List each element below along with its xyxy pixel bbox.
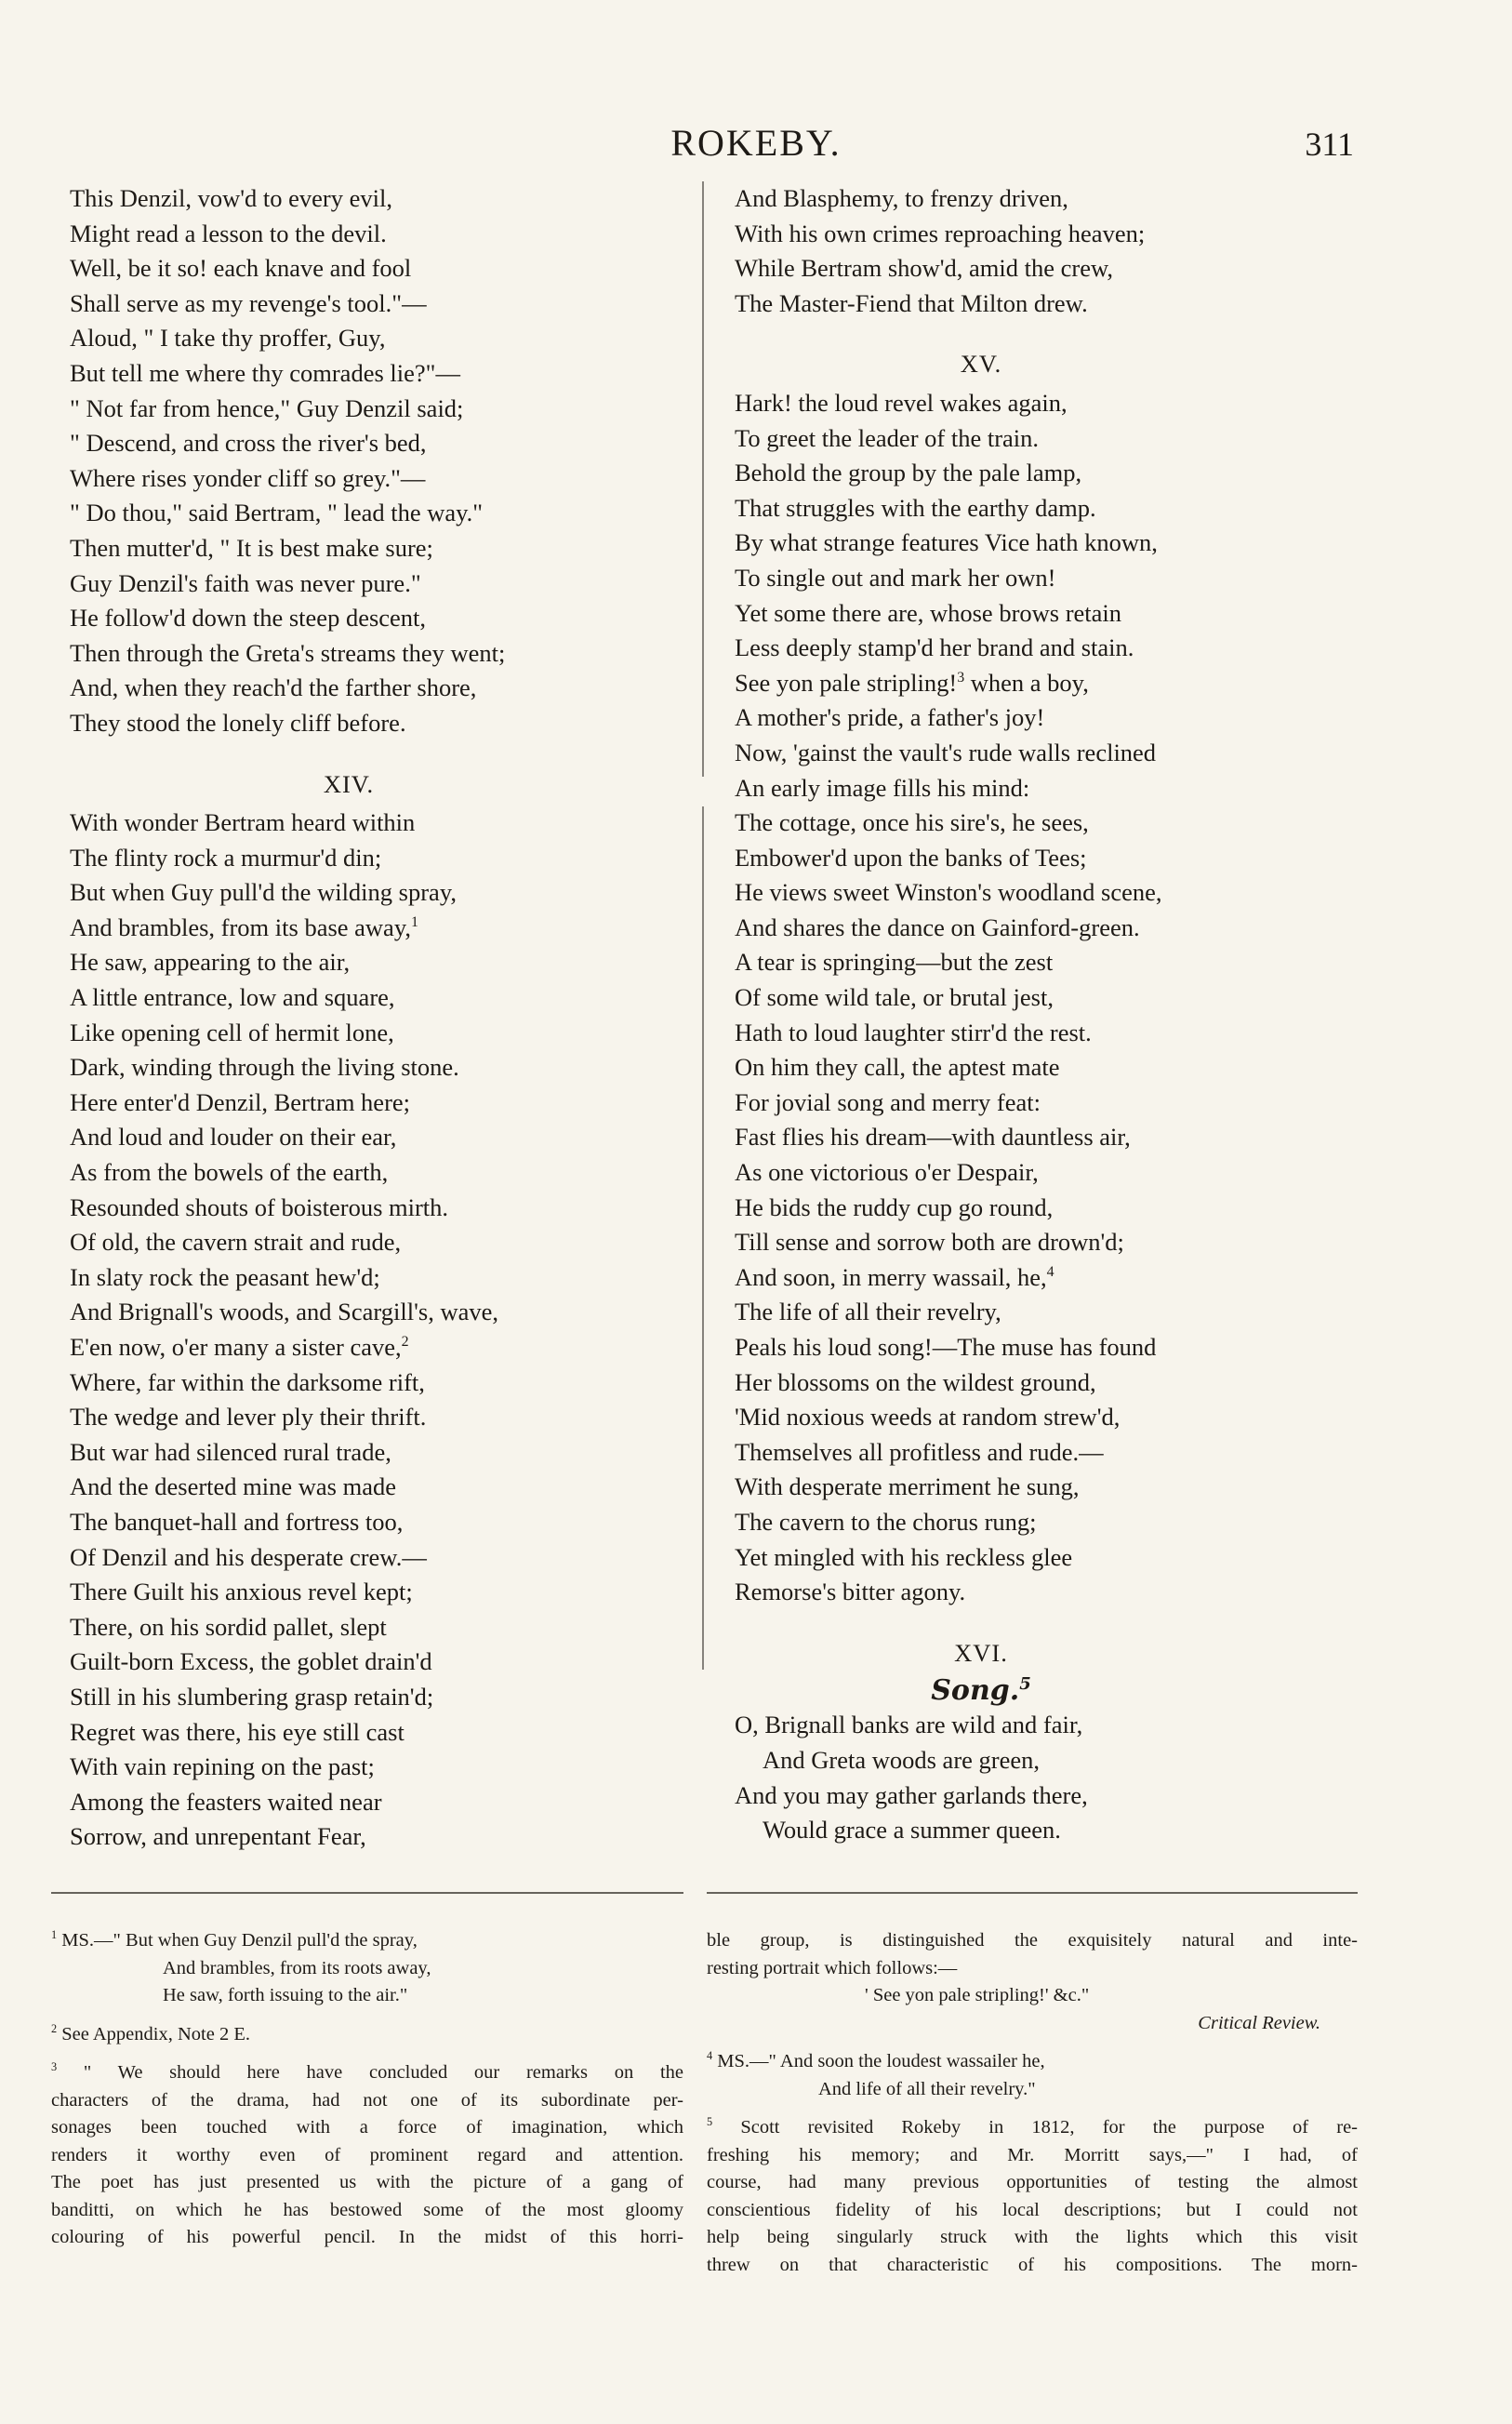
footnote-text: Scott revisited Rokeby in 1812, for the purpose of re- [740, 2117, 1359, 2138]
footnote-mark: 2 [51, 2021, 58, 2035]
footnote-mark: 3 [51, 2060, 58, 2074]
verse-line: He bids the ruddy cup go round, [735, 1192, 1054, 1221]
footnote-rule-right [707, 1892, 1358, 1894]
verse-line: That struggles with the earthy damp. [735, 493, 1096, 522]
footnote-line: colouring of his powerful pencil. In the midst of this horri- [51, 2227, 683, 2247]
verse-block-xiv [70, 806, 683, 1855]
verse-line: But when Guy pull'd the wilding spray, [70, 878, 457, 907]
verse-line-with-note [70, 911, 683, 946]
verse-line: With vain repining on the past; [70, 1752, 375, 1781]
verse-line: 'Mid noxious weeds at random strew'd, [735, 1403, 1121, 1432]
left-column [70, 181, 683, 1855]
verse-line: With his own crimes reproaching heaven; [735, 219, 1146, 247]
page-number: 311 [1305, 126, 1354, 163]
verse-line: And Brignall's woods, and Scargill's, wave, [70, 1298, 498, 1326]
footnote-line: course, had many previous opportunities of testing the almost [707, 2172, 1358, 2192]
footnote-mark: 5 [707, 2115, 713, 2129]
footnote-line: ble group, is distinguished the exquisitely natural and inte- [707, 1930, 1358, 1951]
verse-line: Remorse's bitter agony. [735, 1578, 966, 1606]
footnote-ref[interactable]: 1 [410, 914, 418, 931]
verse-line: Hark! the loud revel wakes again, [735, 388, 1068, 417]
footnotes-left [51, 1927, 683, 2263]
footnote-line: He saw, forth issuing to the air." [163, 1985, 408, 2005]
verse-line: Shall serve as my revenge's tool."— [70, 288, 427, 317]
verse-line: A mother's pride, a father's joy! [735, 703, 1045, 732]
footnote-line [51, 2059, 683, 2087]
verse-line: As from the bowels of the earth, [70, 1158, 389, 1187]
verse-line-with-note [735, 1260, 1348, 1296]
footnote-line: threw on that characteristic of his compositions. The morn- [707, 2254, 1358, 2275]
verse-text: See yon pale stripling! [735, 668, 958, 697]
footnote-line [51, 2021, 683, 2049]
verse-line: As one victorious o'er Despair, [735, 1158, 1039, 1187]
verse-line: An early image fills his mind: [735, 773, 1030, 802]
footnote-mark: 1 [51, 1928, 58, 1942]
verse-line: But tell me where thy comrades lie?"— [70, 358, 460, 387]
verse-line: To greet the leader of the train. [735, 423, 1040, 452]
verse-line: While Bertram show'd, amid the crew, [735, 254, 1114, 283]
footnote-line: resting portrait which follows:— [707, 1957, 958, 1978]
verse-line: By what strange features Vice hath known, [735, 528, 1158, 557]
verse-line: Guilt-born Excess, the goblet drain'd [70, 1647, 432, 1676]
verse-line: And the deserted mine was made [70, 1472, 397, 1501]
verse-line: Sorrow, and unrepentant Fear, [70, 1822, 366, 1851]
running-title: ROKEBY. [670, 122, 842, 164]
verse-line: " Descend, and cross the river's bed, [70, 429, 427, 458]
verse-line: The Master-Fiend that Milton drew. [735, 288, 1088, 317]
verse-line: Less deeply stamp'd her brand and stain. [735, 633, 1134, 662]
footnote-line [707, 2048, 1358, 2076]
footnote-2 [51, 2021, 683, 2049]
footnotes-right [707, 1927, 1358, 2290]
verse-line: The life of all their revelry, [735, 1298, 1001, 1326]
footnote-ref[interactable]: 4 [1046, 1263, 1054, 1280]
verse-line: Then through the Greta's streams they went; [70, 638, 506, 667]
verse-line: The cavern to the chorus rung; [735, 1507, 1037, 1536]
verse-line: Where, far within the darksome rift, [70, 1367, 425, 1396]
verse-line: Guy Denzil's faith was never pure." [70, 568, 421, 597]
verse-block-intro-right [735, 181, 1348, 321]
footnote-quote: ' See yon pale stripling!' &c." [865, 1985, 1090, 2005]
footnote-mark: 4 [707, 2049, 713, 2063]
verse-line: There, on his sordid pallet, slept [70, 1612, 387, 1641]
verse-text: And soon, in merry wassail, he, [735, 1262, 1047, 1291]
footnote-line: The poet has just presented us with the picture of a gang of [51, 2172, 683, 2192]
verse-line: Yet mingled with his reckless glee [735, 1542, 1073, 1571]
footnote-line: And brambles, from its roots away, [163, 1957, 431, 1978]
verse-line: They stood the lonely cliff before. [70, 708, 406, 737]
verse-line-with-note [70, 1330, 683, 1365]
verse-line: " Do thou," said Bertram, " lead the way." [70, 499, 484, 527]
stanza-heading-xiv: XIV. [323, 769, 375, 798]
footnote-1 [51, 1927, 683, 2010]
verse-line: To single out and mark her own! [735, 563, 1056, 592]
verse-line: With desperate merriment he sung, [735, 1472, 1080, 1501]
verse-line: Among the feasters waited near [70, 1787, 382, 1816]
verse-line: Yet some there are, whose brows retain [735, 598, 1122, 627]
verse-line: And you may gather garlands there, [735, 1780, 1088, 1809]
verse-line: But war had silenced rural trade, [70, 1437, 391, 1466]
verse-line: And shares the dance on Gainford-green. [735, 912, 1140, 941]
verse-line: The flinty rock a murmur'd din; [70, 843, 382, 872]
verse-line: Where rises yonder cliff so grey."— [70, 463, 426, 492]
verse-line: The cottage, once his sire's, he sees, [735, 808, 1089, 837]
footnote-line: banditti, on which he has bestowed some of the most gloomy [51, 2199, 683, 2220]
verse-line: Peals his loud song!—The muse has found [735, 1333, 1157, 1361]
verse-line: Themselves all profitless and rude.— [735, 1437, 1104, 1466]
verse-line: Of old, the cavern strait and rude, [70, 1228, 402, 1257]
verse-line: Fast flies his dream—with dauntless air, [735, 1123, 1131, 1152]
verse-line: And loud and louder on their ear, [70, 1123, 397, 1152]
verse-line: In slaty rock the peasant hew'd; [70, 1262, 380, 1291]
verse-line: And, when they reach'd the farther shore, [70, 673, 477, 702]
footnote-line: conscientious fidelity of his local descriptions; but I could not [707, 2199, 1358, 2220]
verse-line: A little entrance, low and square, [70, 983, 395, 1012]
footnote-text: See Appendix, Note 2 E. [61, 2023, 250, 2044]
verse-line: Dark, winding through the living stone. [70, 1053, 459, 1082]
footnote-line: And life of all their revelry." [818, 2078, 1036, 2099]
verse-text: when a boy, [964, 668, 1089, 697]
verse-line: With wonder Bertram heard within [70, 808, 416, 837]
verse-line: Resounded shouts of boisterous mirth. [70, 1192, 449, 1221]
verse-line: On him they call, the aptest mate [735, 1053, 1060, 1082]
footnote-line [707, 2114, 1358, 2142]
verse-line: The wedge and lever ply their thrift. [70, 1403, 427, 1432]
footnote-line: freshing his memory; and Mr. Morritt says,—" I had, of [707, 2144, 1358, 2165]
footnote-line [51, 1927, 683, 1955]
verse-line: Like opening cell of hermit lone, [70, 1018, 394, 1046]
verse-line: And Greta woods are green, [763, 1745, 1041, 1774]
verse-line: Regret was there, his eye still cast [70, 1717, 405, 1746]
verse-line: Of some wild tale, or brutal jest, [735, 983, 1054, 1012]
footnote-text: MS.—" But when Guy Denzil pull'd the spray, [61, 1930, 418, 1951]
verse-line: There Guilt his anxious revel kept; [70, 1578, 413, 1606]
footnote-ref[interactable]: 2 [401, 1334, 409, 1351]
page-header [0, 121, 1512, 167]
verse-text: E'en now, o'er many a sister cave, [70, 1333, 402, 1361]
verse-line: Hath to loud laughter stirr'd the rest. [735, 1018, 1092, 1046]
verse-block-xvi [735, 1708, 1348, 1847]
footnote-line: sonages been touched with a force of imagination, which [51, 2117, 683, 2138]
footnote-text: MS.—" And soon the loudest wassailer he, [717, 2051, 1045, 2071]
stanza-heading-xv: XV. [960, 350, 1002, 379]
footnote-4 [707, 2048, 1358, 2103]
verse-line: Till sense and sorrow both are drown'd; [735, 1228, 1124, 1257]
stanza-heading-xvi: XVI. [954, 1638, 1008, 1667]
footnote-source: Critical Review. [1198, 2012, 1320, 2033]
footnote-3 [51, 2059, 683, 2252]
verse-line: Now, 'gainst the vault's rude walls reclined [735, 738, 1157, 766]
verse-line: For jovial song and merry feat: [735, 1087, 1041, 1116]
verse-line: He views sweet Winston's woodland scene, [735, 878, 1162, 907]
verse-line: He follow'd down the steep descent, [70, 604, 427, 633]
verse-line: " Not far from hence," Guy Denzil said; [70, 393, 464, 422]
verse-line: Of Denzil and his desperate crew.— [70, 1542, 427, 1571]
verse-line: Her blossoms on the wildest ground, [735, 1367, 1096, 1396]
footnote-rule-left [51, 1892, 683, 1894]
song-title-text: Song. [931, 1674, 1020, 1708]
verse-line: Aloud, " I take thy proffer, Guy, [70, 324, 386, 353]
footnote-text: " We should here have concluded our remarks on the [83, 2062, 684, 2083]
verse-line: Here enter'd Denzil, Bertram here; [70, 1087, 411, 1116]
verse-line: And Blasphemy, to frenzy driven, [735, 184, 1068, 212]
verse-line: O, Brignall banks are wild and fair, [735, 1711, 1083, 1739]
verse-line-with-note [735, 666, 1348, 701]
verse-text: And brambles, from its base away, [70, 912, 411, 941]
verse-line: Well, be it so! each knave and fool [70, 254, 412, 283]
verse-line: Behold the group by the pale lamp, [735, 459, 1082, 487]
song-title [735, 1674, 1348, 1708]
verse-line: Then mutter'd, " It is best make sure; [70, 533, 433, 562]
footnote-line: renders it worthy even of prominent regard and attention. [51, 2144, 683, 2165]
verse-block-intro [70, 181, 683, 741]
footnote-ref[interactable]: 3 [957, 669, 965, 686]
verse-block-xv [735, 386, 1348, 1610]
verse-line: Might read a lesson to the devil. [70, 219, 387, 247]
column-divider [702, 181, 704, 1670]
footnote-line: characters of the drama, had not one of its subordinate per- [51, 2089, 683, 2111]
verse-line: He saw, appearing to the air, [70, 948, 351, 977]
footnote-5 [707, 2114, 1358, 2279]
footnote-line: help being singularly struck with the lights which this visit [707, 2227, 1358, 2247]
footnote-3-continued [707, 1927, 1358, 2037]
verse-line: A tear is springing—but the zest [735, 948, 1054, 977]
verse-line: Would grace a summer queen. [763, 1816, 1061, 1845]
right-column [735, 181, 1348, 1848]
footnote-ref[interactable]: 5 [1019, 1674, 1031, 1695]
verse-line: Still in his slumbering grasp retain'd; [70, 1682, 434, 1711]
verse-line: This Denzil, vow'd to every evil, [70, 184, 392, 212]
verse-line: The banquet-hall and fortress too, [70, 1507, 404, 1536]
verse-line: Embower'd upon the banks of Tees; [735, 843, 1087, 872]
